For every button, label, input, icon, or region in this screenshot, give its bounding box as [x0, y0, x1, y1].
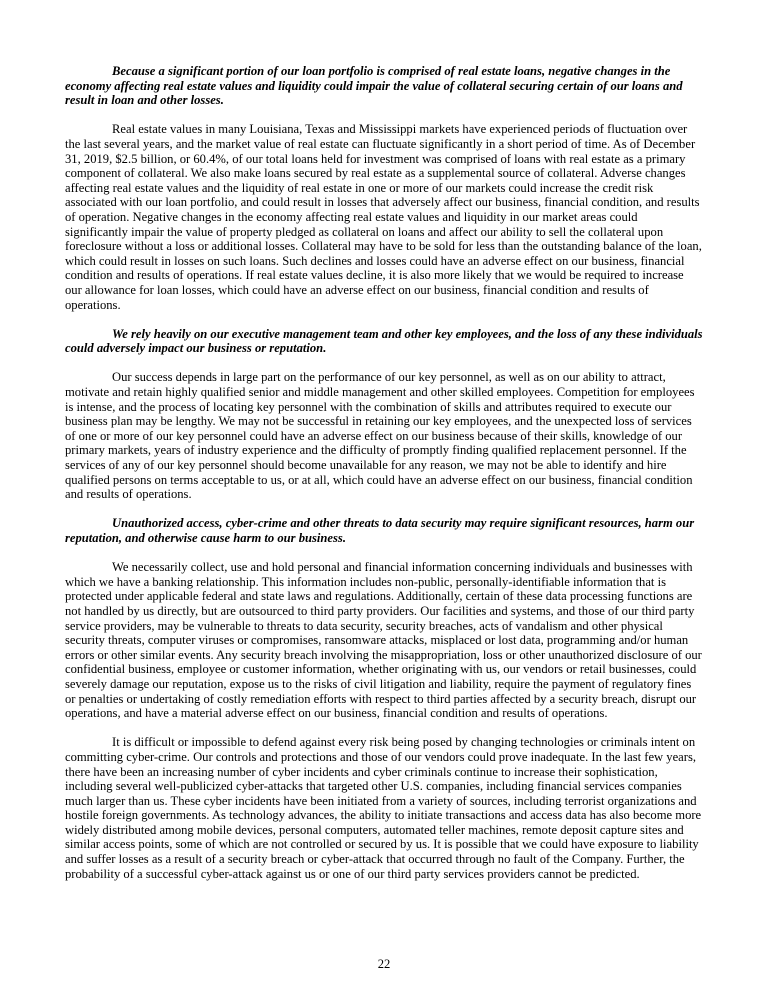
body-paragraph-real-estate: Real estate values in many Louisiana, Texas and Mississippi markets have experienced periods of fluctuation over the last several years, and the market value of real estate can fluctuate significantly in a short period of time. As of December 31, 2019, $2.5 billion, or 60.4%, of our total loans held for investment was comprised of loans with real estate as a primary component of collateral. We also make loans secured by real estate as a supplemental source of collateral. Adverse changes affecting real estate values and the liquidity of real estate in one or more of our markets could increase the credit risk associated with our loan portfolio, and could result in losses that adversely affect our business, financial condition, and results of operation. Negative changes in the economy affecting real estate values and liquidity in our market areas could significantly impair the value of property pledged as collateral on loans and affect our ability to sell the collateral upon foreclosure without a loss or additional losses. Collateral may have to be sold for less than the outstanding balance of the loan, which could result in losses on such loans. Such declines and losses could have an adverse effect on our business, financial condition and results of operations. If real estate values decline, it is also more likely that we would be required to increase our allowance for loan losses, which could have an adverse effect on our business, financial condition and results of operations.	[65, 122, 702, 312]
body-paragraph-data-security: We necessarily collect, use and hold personal and financial information concerning individuals and businesses with which we have a banking relationship. This information includes non-public, personally-identifiable information that is protected under applicable federal and state laws and regulations. Additionally, certain of these data processing functions are not handled by us directly, but are outsourced to third party providers. Our facilities and systems, and those of our third party service providers, may be vulnerable to threats to data security, security breaches, acts of vandalism and other physical security threats, computer viruses or compromises, ransomware attacks, misplaced or lost data, programming and/or human errors or other similar events. Any security breach involving the misappropriation, loss or other unauthorized disclosure of our confidential business, employee or customer information, whether originating with us, our vendors or retail businesses, could severely damage our reputation, expose us to the risks of civil litigation and liability, require the payment of regulatory fines or penalties or undertaking of costly remediation efforts with respect to third parties affected by a security breach, disrupt our operations, and have a material adverse effect on our business, financial condition and results of operations.	[65, 560, 702, 721]
risk-factor-heading-cyber-security: Unauthorized access, cyber-crime and other threats to data security may require significant resources, harm our reputation, and otherwise cause harm to our business.	[65, 516, 695, 545]
body-paragraph-cyber-crime: It is difficult or impossible to defend against every risk being posed by changing technologies or criminals intent on committing cyber-crime. Our controls and protections and those of our vendors could prove inadequate. In the last few years, there have been an increasing number of cyber incidents and cyber criminals continue to increase their sophistication, including several well-publicized cyber-attacks that targeted other U.S. companies, including financial services companies much larger than us. These cyber incidents have been initiated from a variety of sources, including terrorist organizations and hostile foreign governments. As technology advances, the ability to initiate transactions and access data has also become more widely distributed among mobile devices, personal computers, automated teller machines, remote deposit capture sites and similar access points, some of which are not controlled or secured by us. It is possible that we could have exposure to liability and suffer losses as a result of a security breach or cyber-attack that occurred through no fault of the Company. Further, the probability of a successful cyber-attack against us or one of our third party services providers cannot be predicted.	[65, 735, 702, 881]
page-number: 22	[377, 957, 391, 972]
risk-factor-heading-key-employees: We rely heavily on our executive management team and other key employees, and the loss of any these individuals could adversely impact our business or reputation.	[65, 326, 703, 356]
document-body	[65, 64, 703, 896]
risk-factor-heading-real-estate: Because a significant portion of our loan portfolio is comprised of real estate loans, negative changes in the economy affecting real estate values and liquidity could impair the value of collateral securing certain of our loans and result in loan and other losses.	[65, 64, 683, 108]
body-paragraph-key-employees: Our success depends in large part on the performance of our key personnel, as well as on our ability to attract, motivate and retain highly qualified senior and middle management and other skilled employees. Competition for employees is intense, and the process of locating key personnel with the combination of skills and attributes required to execute our business plan may be lengthy. We may not be successful in retaining our key employees, and the unexpected loss of services of one or more of our key personnel could have an adverse effect on our business because of their skills, knowledge of our primary markets, years of industry experience and the difficulty of promptly finding qualified replacement personnel. If the services of any of our key personnel should become unavailable for any reason, we may not be able to identify and hire qualified persons on terms acceptable to us, or at all, which could have an adverse effect on our business, financial condition and results of operations.	[65, 370, 695, 502]
